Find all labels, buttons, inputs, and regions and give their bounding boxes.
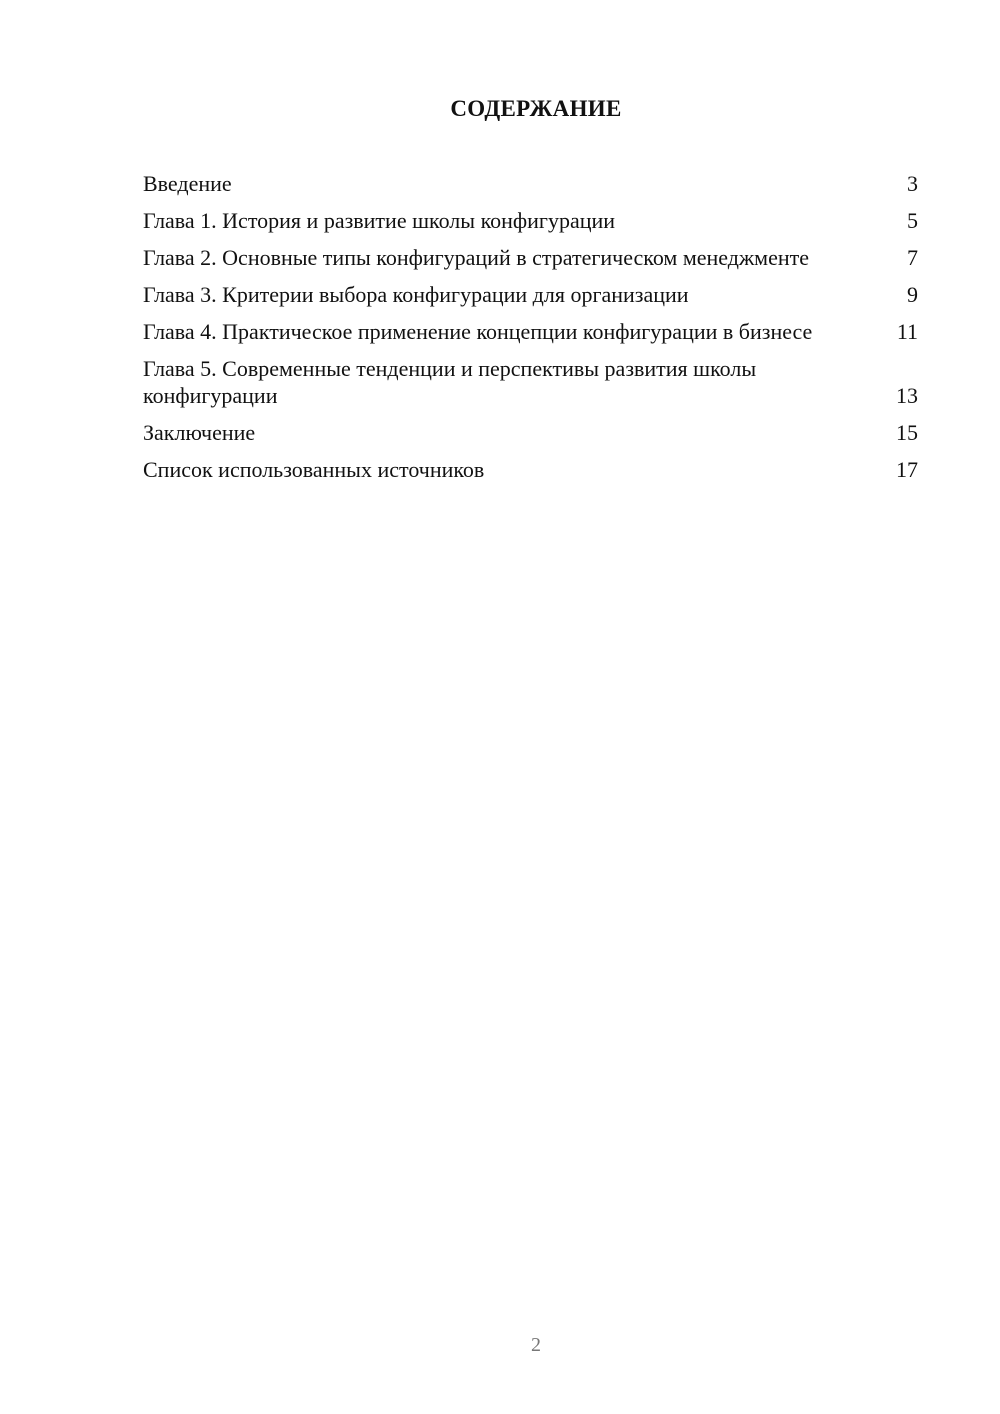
- toc-entry-page: 7: [907, 245, 918, 270]
- toc-entry-text: Глава 4. Практическое применение концепции конфигурации в бизнесе: [143, 319, 813, 344]
- toc-entry-references: [143, 456, 918, 483]
- toc-entry-text: Заключение: [143, 420, 256, 445]
- toc-entry-chapter-3: [143, 281, 918, 308]
- toc-entry-chapter-4: [143, 318, 918, 345]
- toc-entry-page: 3: [907, 171, 918, 196]
- toc-title: СОДЕРЖАНИЕ: [450, 96, 622, 121]
- toc-entry-text: Глава 2. Основные типы конфигураций в стратегическом менеджменте: [143, 245, 810, 270]
- toc-entry-page: 15: [896, 420, 918, 445]
- toc-entry-text: Глава 3. Критерии выбора конфигурации для организации: [143, 282, 689, 307]
- toc-entry-page: 11: [896, 319, 918, 344]
- toc-entry-page: 17: [896, 457, 918, 482]
- toc-entry-chapter-2: [143, 244, 918, 271]
- toc-entry-page: 5: [907, 208, 918, 233]
- table-of-contents: [143, 170, 918, 493]
- toc-entry-text: Глава 1. История и развитие школы конфигурации: [143, 208, 616, 233]
- toc-entry-page: 9: [907, 282, 918, 307]
- toc-entry-page: 13: [896, 383, 918, 408]
- toc-entry-conclusion: [143, 419, 918, 446]
- toc-entry-chapter-5: [143, 355, 918, 409]
- page-number: 2: [531, 1334, 541, 1356]
- toc-entry-introduction: [143, 170, 918, 197]
- toc-entry-text: Список использованных источников: [143, 457, 485, 482]
- toc-entry-text: Введение: [143, 171, 232, 196]
- toc-entry-text: Глава 5. Современные тенденции и перспективы развития школы конфигурации: [143, 356, 757, 408]
- toc-entry-chapter-1: [143, 207, 918, 234]
